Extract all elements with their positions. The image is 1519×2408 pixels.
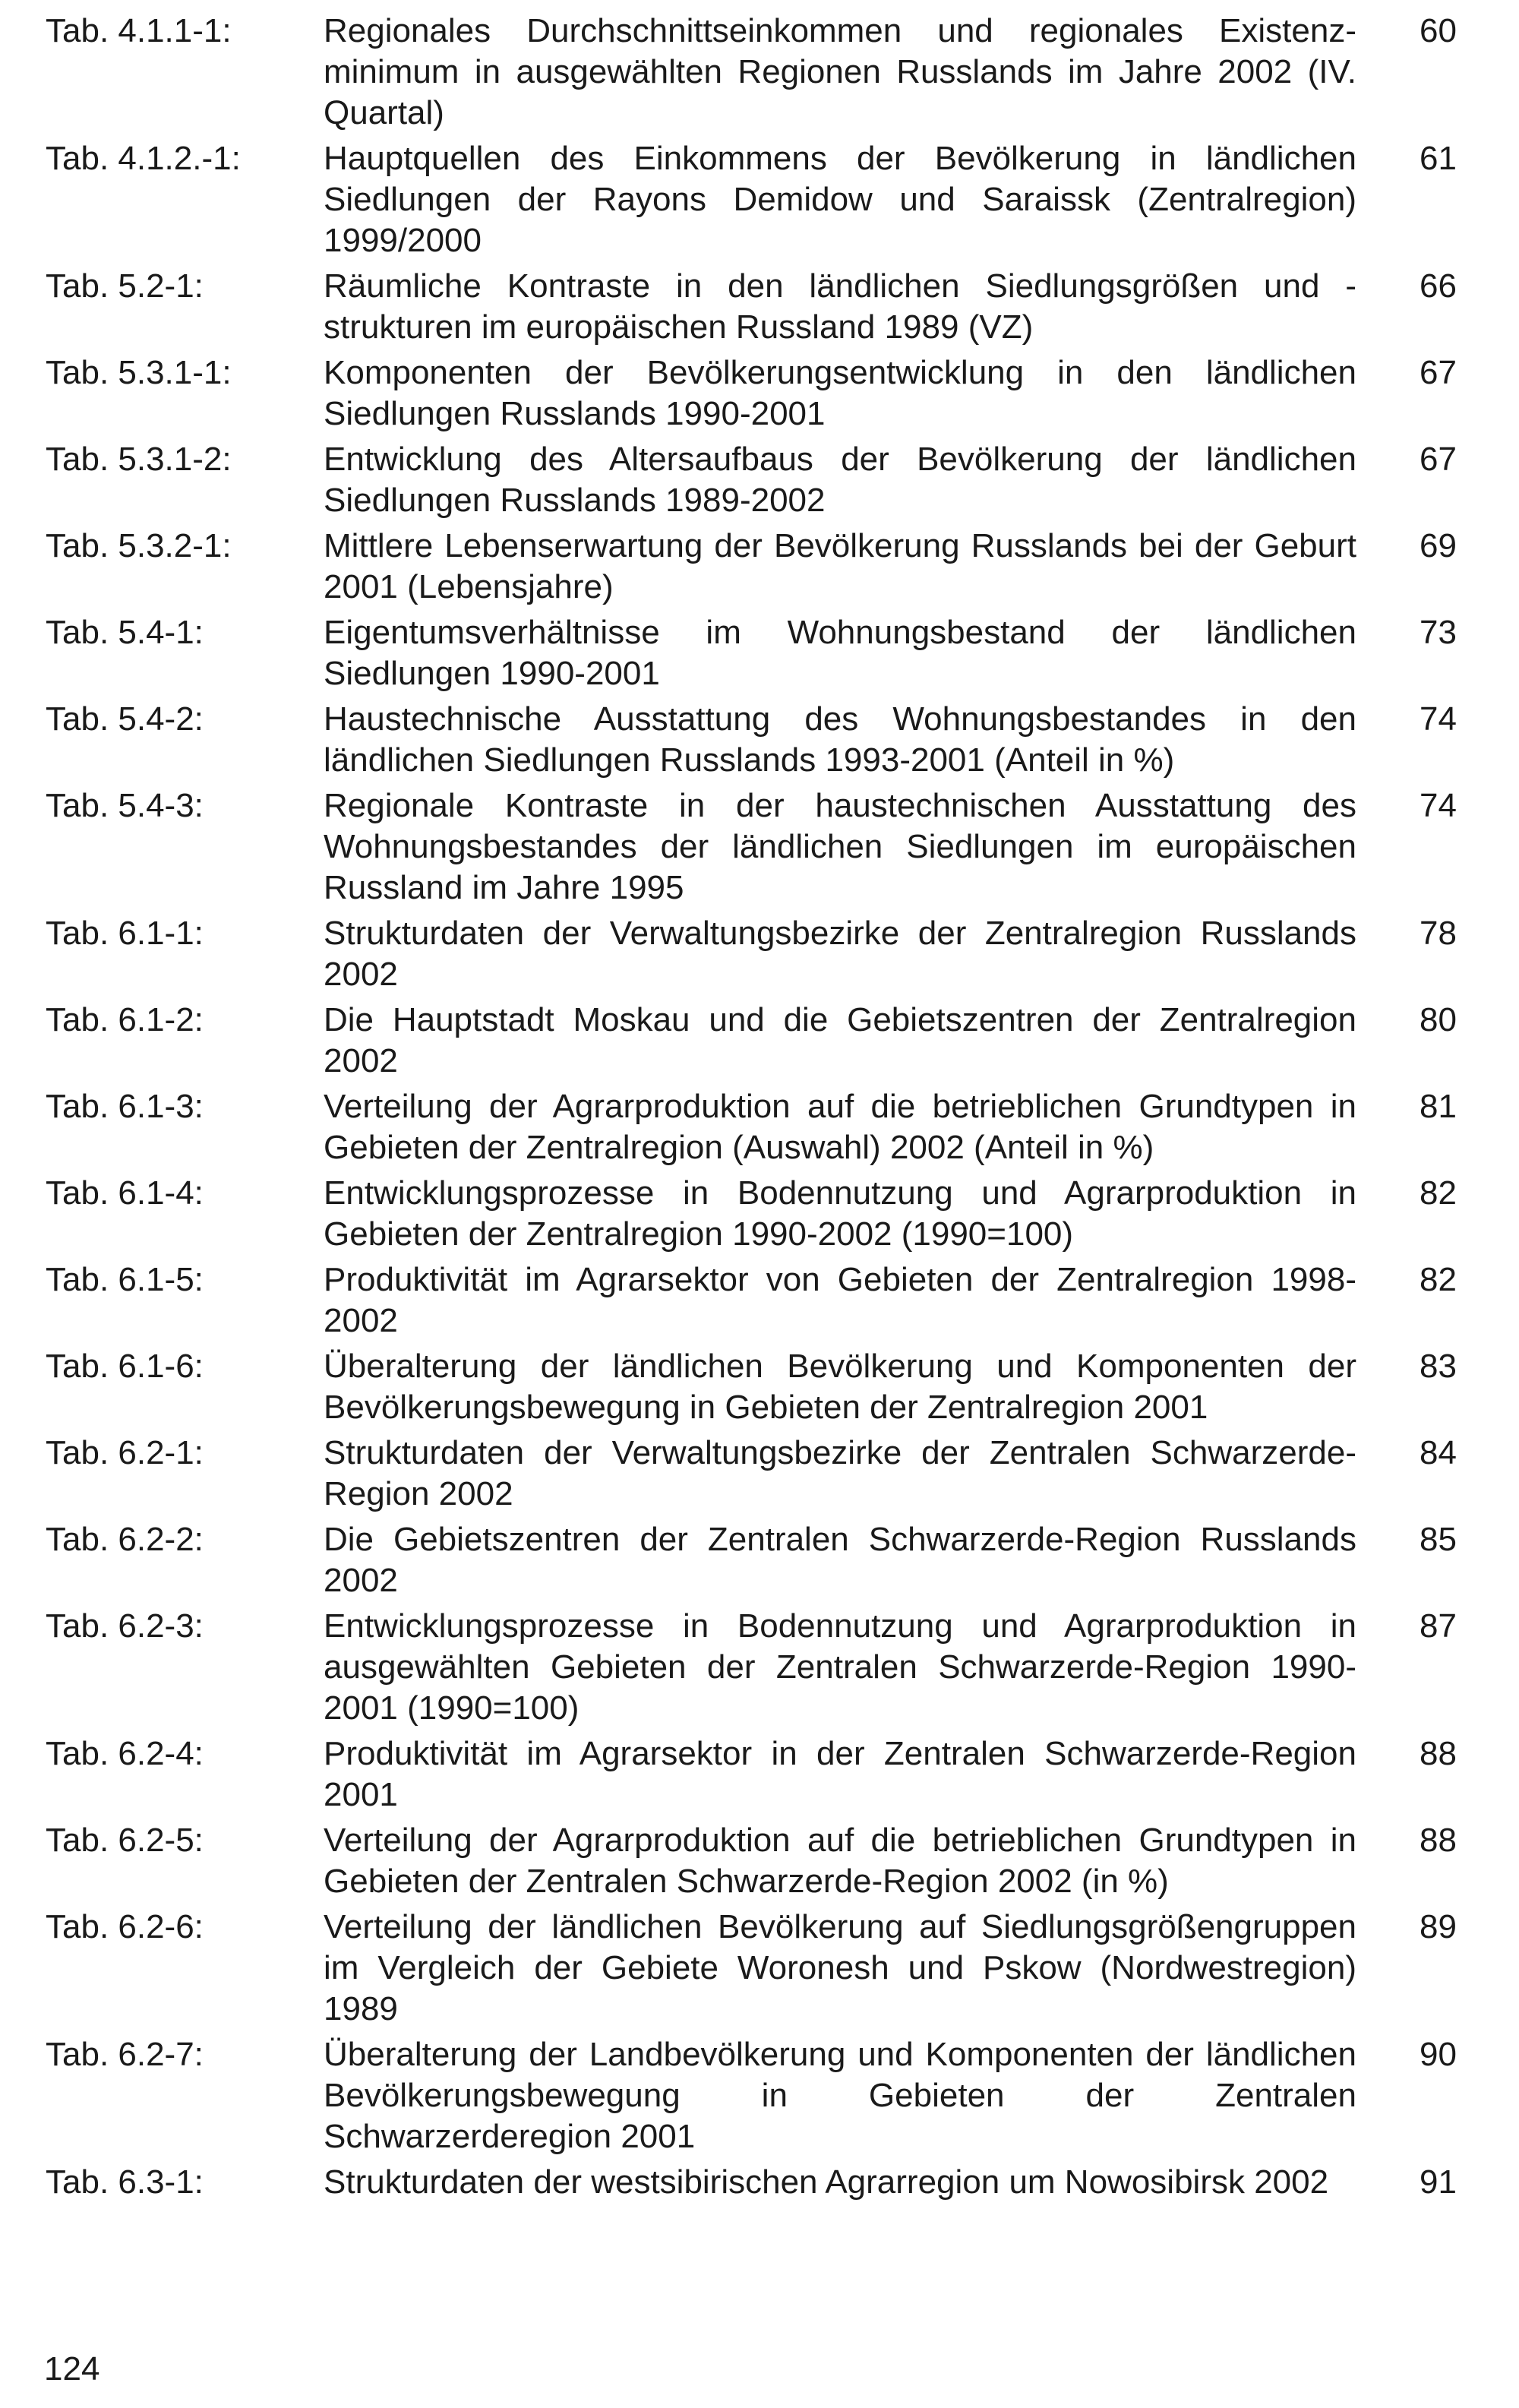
page-reference: 67: [1420, 354, 1457, 391]
list-item: [46, 526, 1473, 608]
table-number: Tab. 6.2-2:: [46, 1521, 204, 1558]
page-reference: 90: [1420, 2036, 1457, 2073]
page-reference: 67: [1420, 441, 1457, 478]
list-item: [46, 1000, 1473, 1082]
table-title: Überalterung der ländlichen Bevölkerung und Komponenten der Bevölkerungsbewegung in Gebieten der Zentralregion 2001: [324, 1348, 1356, 1426]
table-number: Tab. 6.2-5:: [46, 1822, 204, 1859]
table-number: Tab. 5.3.1-1:: [46, 354, 232, 391]
page-reference: 82: [1420, 1261, 1457, 1298]
table-number: Tab. 6.2-6:: [46, 1908, 204, 1945]
table-number: Tab. 5.4-3:: [46, 787, 204, 824]
table-title: Mittlere Lebenserwartung der Bevölkerung Russlands bei der Geburt 2001 (Lebensjahre): [324, 527, 1356, 605]
page-reference: 84: [1420, 1434, 1457, 1471]
page-reference: 88: [1420, 1735, 1457, 1772]
page-reference: 82: [1420, 1174, 1457, 1212]
list-item: [46, 1433, 1473, 1515]
table-title: Verteilung der Agrarproduktion auf die betrieblichen Grundtypen in Gebieten der Zentralen Schwarzerde-Region 2002 (in %): [324, 1822, 1356, 1900]
table-number: Tab. 5.4-2:: [46, 700, 204, 738]
page-reference: 91: [1420, 2163, 1457, 2201]
page-reference: 80: [1420, 1001, 1457, 1038]
page-reference: 60: [1420, 12, 1457, 49]
list-item: [46, 1606, 1473, 1729]
table-title: Strukturdaten der westsibirischen Agrarregion um Nowosibirsk 2002: [324, 2163, 1329, 2201]
page-reference: 85: [1420, 1521, 1457, 1558]
table-title: Strukturdaten der Verwaltungsbezirke der Zentralregion Russlands 2002: [324, 915, 1356, 993]
list-item: [46, 913, 1473, 995]
page-reference: 81: [1420, 1088, 1457, 1125]
list-item: [46, 1733, 1473, 1815]
table-title: Komponenten der Bevölkerungsentwicklung in den ländlichen Siedlungen Russlands 1990-2001: [324, 354, 1356, 432]
page-reference: 69: [1420, 527, 1457, 564]
page-reference: 78: [1420, 915, 1457, 952]
page-reference: 87: [1420, 1607, 1457, 1645]
table-number: Tab. 6.1-5:: [46, 1261, 204, 1298]
table-number: Tab. 6.1-3:: [46, 1088, 204, 1125]
table-list: [46, 11, 1473, 2207]
list-item: [46, 352, 1473, 435]
page-reference: 61: [1420, 140, 1457, 177]
table-number: Tab. 6.3-1:: [46, 2163, 204, 2201]
page-reference: 74: [1420, 700, 1457, 738]
list-item: [46, 1907, 1473, 2030]
table-title: Die Hauptstadt Moskau und die Gebietszentren der Zentralregion 2002: [324, 1001, 1356, 1079]
table-number: Tab. 6.2-7:: [46, 2036, 204, 2073]
table-title: Verteilung der ländlichen Bevölkerung auf Siedlungsgrößengruppen im Vergleich der Gebiete Woronesh und Pskow (Nordwestregion) 1989: [324, 1908, 1356, 2027]
table-number: Tab. 5.3.2-1:: [46, 527, 232, 564]
page-reference: 89: [1420, 1908, 1457, 1945]
table-number: Tab. 5.4-1:: [46, 614, 204, 651]
page-reference: 74: [1420, 787, 1457, 824]
table-title: Verteilung der Agrarproduktion auf die betrieblichen Grundtypen in Gebieten der Zentralregion (Auswahl) 2002 (Anteil in %): [324, 1088, 1356, 1166]
table-title: Entwicklung des Altersaufbaus der Bevölkerung der ländlichen Siedlungen Russlands 1989-2002: [324, 441, 1356, 519]
table-number: Tab. 6.1-1:: [46, 915, 204, 952]
list-item: [46, 439, 1473, 521]
table-title: Überalterung der Landbevölkerung und Komponenten der ländlichen Bevölkerungsbewegung in Gebieten der Zentralen Schwarzerderegion 2001: [324, 2036, 1356, 2155]
table-title: Haustechnische Ausstattung des Wohnungsbestandes in den ländlichen Siedlungen Russlands 1993-2001 (Anteil in %): [324, 700, 1356, 779]
table-title: Entwicklungsprozesse in Bodennutzung und Agrarproduktion in Gebieten der Zentralregion 1990-2002 (1990=100): [324, 1174, 1356, 1253]
list-item: [46, 1259, 1473, 1341]
table-title: Hauptquellen des Einkommens der Bevölkerung in ländlichen Siedlungen der Rayons Demidow und Saraissk (Zentralregion) 1999/2000: [324, 140, 1356, 259]
table-number: Tab. 5.2-1:: [46, 267, 204, 305]
page-reference: 73: [1420, 614, 1457, 651]
table-title: Entwicklungsprozesse in Bodennutzung und Agrarproduktion in ausgewählten Gebieten der Zentralen Schwarzerde-Region 1990-2001 (1990=100): [324, 1607, 1356, 1727]
table-number: Tab. 5.3.1-2:: [46, 441, 232, 478]
list-item: [46, 1086, 1473, 1168]
table-title: Räumliche Kontraste in den ländlichen Siedlungsgrößen und - strukturen im europäischen Russland 1989 (VZ): [324, 267, 1356, 346]
page-reference: 88: [1420, 1822, 1457, 1859]
page-reference: 66: [1420, 267, 1457, 305]
list-item: [46, 2162, 1473, 2203]
table-title: Die Gebietszentren der Zentralen Schwarzerde-Region Russlands 2002: [324, 1521, 1356, 1599]
table-title: Eigentumsverhältnisse im Wohnungsbestand der ländlichen Siedlungen 1990-2001: [324, 614, 1356, 692]
table-number: Tab. 6.2-3:: [46, 1607, 204, 1645]
list-item: [46, 1346, 1473, 1428]
list-item: [46, 785, 1473, 909]
page-reference: 83: [1420, 1348, 1457, 1385]
table-number: Tab. 6.1-2:: [46, 1001, 204, 1038]
table-title: Regionales Durchschnittseinkommen und regionales Existenzminimum in ausgewählten Regionen Russlands im Jahre 2002 (IV. Quartal): [324, 12, 1356, 131]
table-number: Tab. 6.2-1:: [46, 1434, 204, 1471]
table-number: Tab. 4.1.2.-1:: [46, 140, 241, 177]
table-number: Tab. 6.1-6:: [46, 1348, 204, 1385]
list-item: [46, 2034, 1473, 2157]
table-title: Produktivität im Agrarsektor in der Zentralen Schwarzerde-Region 2001: [324, 1735, 1356, 1813]
list-item: [46, 612, 1473, 694]
table-number: Tab. 4.1.1-1:: [46, 12, 232, 49]
page-number: 124: [44, 2350, 100, 2387]
table-title: Regionale Kontraste in der haustechnischen Ausstattung des Wohnungsbestandes der ländlichen Siedlungen im europäischen Russland im Jahre 1995: [324, 787, 1356, 906]
list-item: [46, 1173, 1473, 1255]
list-item: [46, 266, 1473, 348]
list-item: [46, 1519, 1473, 1601]
table-title: Produktivität im Agrarsektor von Gebieten der Zentralregion 1998-2002: [324, 1261, 1356, 1339]
list-item: [46, 138, 1473, 261]
list-item: [46, 699, 1473, 781]
table-number: Tab. 6.2-4:: [46, 1735, 204, 1772]
list-item: [46, 11, 1473, 134]
list-item: [46, 1820, 1473, 1902]
table-number: Tab. 6.1-4:: [46, 1174, 204, 1212]
table-title: Strukturdaten der Verwaltungsbezirke der Zentralen Schwarzerde-Region 2002: [324, 1434, 1356, 1512]
